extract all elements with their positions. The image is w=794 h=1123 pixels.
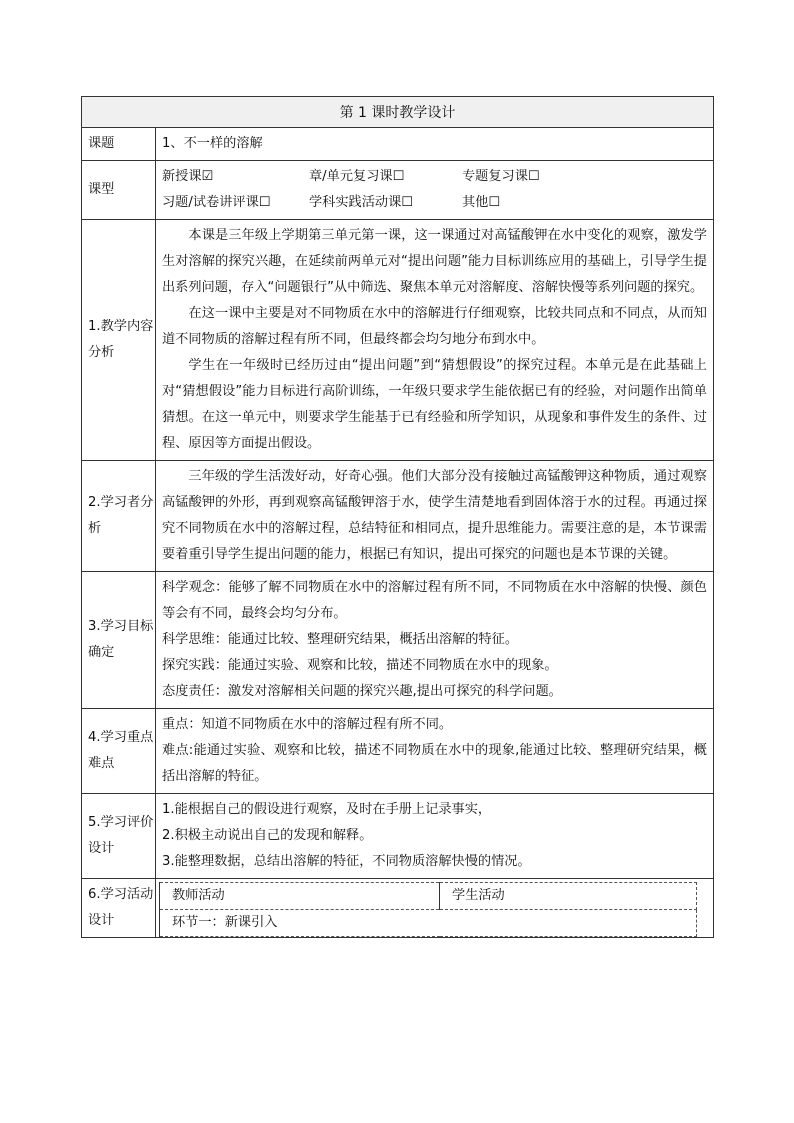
key-points-row — [82, 709, 714, 794]
key-point-line: 难点:能通过实验、观察和比较，描述不同物质在水中的现象,能通过比较、整理研究结果，概括出溶解的特征。 — [162, 743, 707, 784]
learner-analysis-row — [82, 461, 714, 572]
evaluation-label: 5.学习评价设计 — [82, 794, 156, 879]
objectives-body — [156, 572, 714, 709]
key-points-body — [156, 709, 714, 794]
learner-analysis-label: 2.学习者分析 — [82, 461, 156, 572]
lesson-type-option[interactable]: 其他☐ — [462, 195, 501, 210]
page-title: 第 1 课时教学设计 — [82, 97, 714, 128]
topic-value: 1、不一样的溶解 — [156, 128, 714, 161]
activity-body — [156, 879, 714, 938]
activity-table — [159, 882, 697, 937]
topic-row — [82, 128, 714, 161]
lesson-type-option[interactable]: 新授课☑ — [162, 169, 214, 184]
lesson-type-row — [82, 161, 714, 220]
evaluation-line: 2.积极主动说出自己的发现和解释。 — [162, 828, 373, 843]
key-points-label: 4.学习重点难点 — [82, 709, 156, 794]
evaluation-line: 3.能整理数据，总结出溶解的特征，不同物质溶解快慢的情况。 — [162, 854, 531, 869]
lesson-type-option[interactable]: 学科实践活动课☐ — [309, 195, 414, 210]
objective-line: 科学思维：能通过比较、整理研究结果，概括出溶解的特征。 — [162, 632, 519, 647]
activity-header-row — [160, 883, 697, 910]
lesson-type-label: 课型 — [82, 161, 156, 220]
learner-analysis-body — [156, 461, 714, 572]
lesson-type-option[interactable]: 习题/试卷讲评课☐ — [162, 195, 271, 210]
paragraph: 学生在一年级时已经历过由“提出问题”到“猜想假设”的探究过程。本单元是在此基础上对“猜想假设”能力目标进行高阶训练，一年级只要求学生能依据已有的经验，对问题作出简单猜想。在这一单元中，则要求学生能基于已有经验和所学知识，从现象和事件发生的条件、过程、原因等方面提出假设。 — [162, 358, 707, 451]
activity-segment: 环节一：新课引入 — [160, 910, 697, 937]
objectives-row — [82, 572, 714, 709]
title-row — [82, 97, 714, 128]
objective-line: 态度责任：激发对溶解相关问题的探究兴趣,提出可探究的科学问题。 — [162, 684, 562, 699]
content-analysis-body — [156, 220, 714, 461]
paragraph: 本课是三年级上学期第三单元第一课，这一课通过对高锰酸钾在水中变化的观察，激发学生对溶解的探究兴趣，在延续前两单元对“提出问题”能力目标训练应用的基础上，引导学生提出系列问题，存入“问题银行”从中筛选、聚焦本单元对溶解度、溶解快慢等系列问题的探究。 — [162, 228, 707, 295]
paragraph: 三年级的学生活泼好动，好奇心强。他们大部分没有接触过高锰酸钾这种物质，通过观察高锰酸钾的外形，再到观察高锰酸钾溶于水，使学生清楚地看到固体溶于水的过程。再通过探究不同物质在水中的溶解过程，总结特征和相同点，提升思维能力。需要注意的是，本节课需要着重引导学生提出问题的能力，根据已有知识，提出可探究的问题也是本节课的关键。 — [162, 469, 707, 562]
lesson-type-options — [156, 161, 714, 220]
activity-label: 6.学习活动设计 — [82, 879, 156, 938]
teacher-activity-header: 教师活动 — [160, 883, 440, 910]
lesson-plan-table — [81, 96, 714, 938]
evaluation-line: 1.能根据自己的假设进行观察，及时在手册上记录事实， — [162, 802, 492, 817]
content-analysis-row — [82, 220, 714, 461]
objective-line: 探究实践：能通过实验、观察和比较，描述不同物质在水中的现象。 — [162, 658, 558, 673]
topic-label: 课题 — [82, 128, 156, 161]
lesson-type-option[interactable]: 章/单元复习课☐ — [309, 169, 405, 184]
paragraph: 在这一课中主要是对不同物质在水中的溶解进行仔细观察，比较共同点和不同点，从而知道不同物质的溶解过程有所不同，但最终都会均匀地分布到水中。 — [162, 306, 707, 347]
key-point-line: 重点：知道不同物质在水中的溶解过程有所不同。 — [162, 717, 453, 732]
student-activity-header: 学生活动 — [440, 883, 697, 910]
activity-segment-row — [160, 910, 697, 937]
evaluation-body — [156, 794, 714, 879]
lesson-type-option[interactable]: 专题复习课☐ — [462, 169, 540, 184]
evaluation-row — [82, 794, 714, 879]
objective-line: 科学观念：能够了解不同物质在水中的溶解过程有所不同，不同物质在水中溶解的快慢、颜色等会有不同，最终会均匀分布。 — [162, 580, 707, 621]
content-analysis-label: 1.教学内容分析 — [82, 220, 156, 461]
objectives-label: 3.学习目标确定 — [82, 572, 156, 709]
activity-row — [82, 879, 714, 938]
